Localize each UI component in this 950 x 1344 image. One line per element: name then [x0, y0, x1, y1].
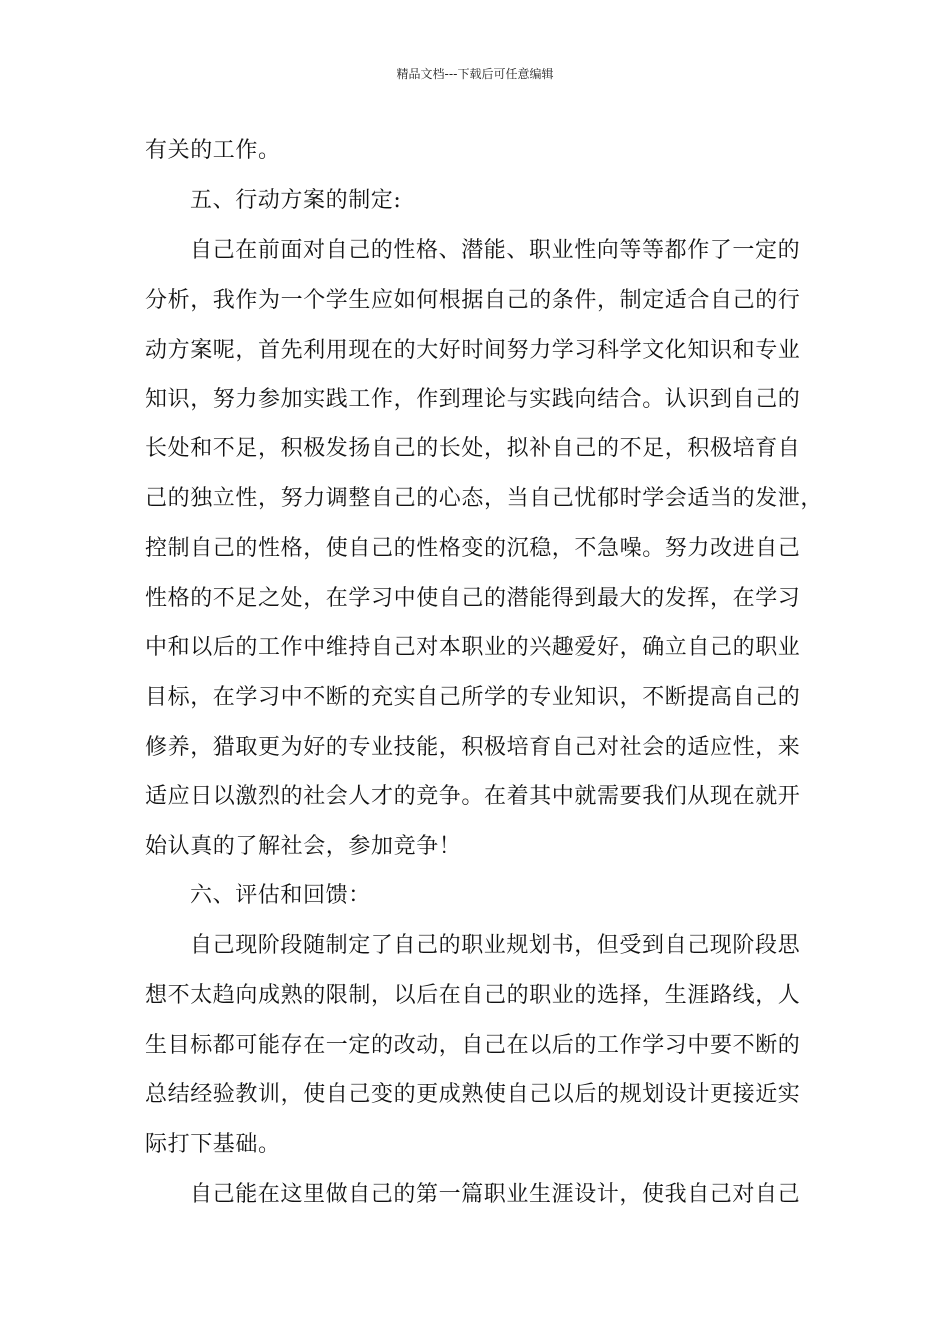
body-line: 自己能在这里做自己的第一篇职业生涯设计，使我自己对自己: [190, 1182, 801, 1207]
body-line: 生目标都可能存在一定的改动，自己在以后的工作学习中要不断的: [145, 1033, 801, 1058]
body-line: 想不太趋向成熟的限制，以后在自己的职业的选择，生涯路线，人: [145, 983, 801, 1008]
body-line: 目标，在学习中不断的充实自己所学的专业知识，不断提高自己的: [145, 685, 801, 710]
section-heading-action-plan: 五、行动方案的制定:: [190, 188, 402, 213]
body-line: 总结经验教训，使自己变的更成熟使自己以后的规划设计更接近实: [145, 1082, 801, 1107]
body-line: 知识，努力参加实践工作，作到理论与实践向结合。认识到自己的: [145, 387, 801, 412]
body-line: 有关的工作。: [145, 138, 281, 163]
body-line: 中和以后的工作中维持自己对本职业的兴趣爱好，确立自己的职业: [145, 635, 801, 660]
body-line: 自己在前面对自己的性格、潜能、职业性向等等都作了一定的: [190, 238, 801, 263]
body-line: 分析，我作为一个学生应如何根据自己的条件，制定适合自己的行: [145, 288, 801, 313]
body-line: 己的独立性，努力调整自己的心态，当自己忧郁时学会适当的发泄，: [145, 486, 824, 511]
page-header: 精品文档---下载后可任意编辑: [396, 67, 554, 81]
body-line: 动方案呢，首先利用现在的大好时间努力学习科学文化知识和专业: [145, 338, 801, 363]
section-heading-evaluation: 六、评估和回馈：: [190, 883, 371, 908]
body-line: 自己现阶段随制定了自己的职业规划书，但受到自己现阶段思: [190, 933, 801, 958]
body-line: 性格的不足之处，在学习中使自己的潜能得到最大的发挥，在学习: [145, 586, 801, 611]
body-line: 长处和不足，积极发扬自己的长处，拟补自己的不足，积极培育自: [145, 436, 801, 461]
body-line: 修养，猎取更为好的专业技能，积极培育自己对社会的适应性，来: [145, 735, 801, 760]
body-line: 始认真的了解社会，参加竞争！: [145, 834, 462, 859]
body-line: 控制自己的性格，使自己的性格变的沉稳，不急噪。努力改进自己: [145, 536, 801, 561]
body-line: 际打下基础。: [145, 1132, 281, 1157]
body-line: 适应日以激烈的社会人才的竞争。在着其中就需要我们从现在就开: [145, 784, 801, 809]
